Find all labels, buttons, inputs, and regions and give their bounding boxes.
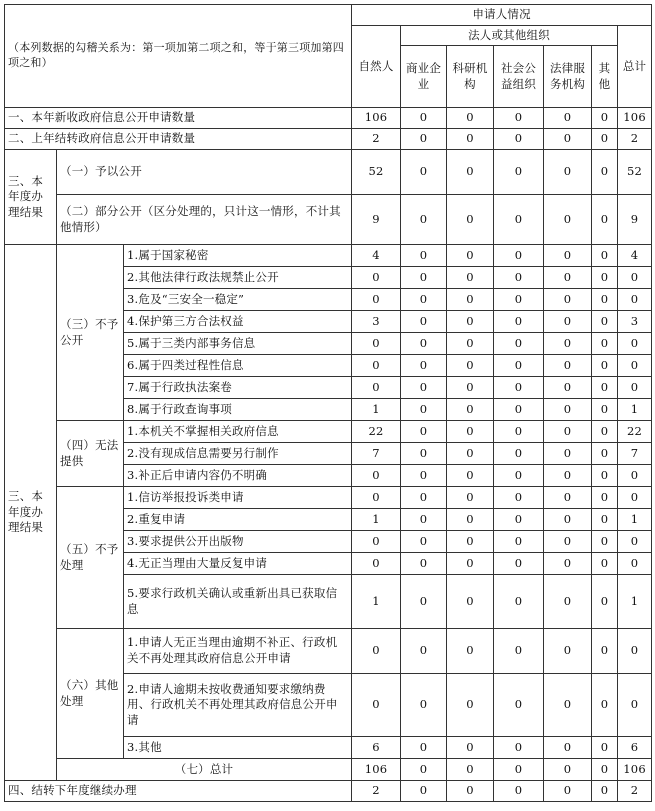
business-header: 商业企业	[401, 46, 447, 108]
table-row	[5, 487, 652, 509]
cell: 6	[618, 737, 652, 759]
cell: 0	[401, 333, 447, 355]
cell: 0	[544, 781, 592, 802]
cell: 0	[544, 377, 592, 399]
cell: 0	[494, 399, 544, 421]
cell: 106	[352, 108, 401, 129]
cell: 0	[401, 487, 447, 509]
cell: 1	[352, 509, 401, 531]
item-label: 5.要求行政机关确认或重新出具已获取信息	[124, 575, 352, 629]
cell: 0	[618, 629, 652, 674]
cell: 0	[401, 399, 447, 421]
table-row	[5, 629, 652, 674]
cell: 106	[352, 759, 401, 781]
cell: 0	[592, 465, 618, 487]
cell: 0	[592, 355, 618, 377]
cell: 0	[494, 531, 544, 553]
row-label: 一、本年新收政府信息公开申请数量	[5, 108, 352, 129]
natural-person-header: 自然人	[352, 26, 401, 108]
disclosure-statistics-table	[4, 4, 652, 802]
item-label: 4.保护第三方合法权益	[124, 311, 352, 333]
cell: 9	[618, 195, 652, 245]
cell: 0	[401, 553, 447, 575]
cell: 0	[544, 487, 592, 509]
cell: 0	[401, 311, 447, 333]
cell: 0	[401, 443, 447, 465]
cell: 0	[544, 509, 592, 531]
cell: 0	[618, 487, 652, 509]
cell: 0	[544, 311, 592, 333]
item-label: 1.申请人无正当理由逾期不补正、行政机关不再处理其政府信息公开申请	[124, 629, 352, 674]
cell: 0	[544, 421, 592, 443]
cell: 0	[494, 759, 544, 781]
cell: 0	[447, 487, 494, 509]
cell: 0	[592, 245, 618, 267]
cell: 0	[494, 289, 544, 311]
cell: 0	[592, 108, 618, 129]
item-label: 2.其他法律行政法规禁止公开	[124, 267, 352, 289]
item-label: 5.属于三类内部事务信息	[124, 333, 352, 355]
item-label: 3.危及“三安全一稳定”	[124, 289, 352, 311]
cell: 0	[401, 465, 447, 487]
cell: 0	[544, 355, 592, 377]
cell: 2	[618, 781, 652, 802]
cell: 0	[447, 674, 494, 737]
cell: 0	[494, 129, 544, 150]
cell: 0	[618, 674, 652, 737]
table-row	[5, 245, 652, 267]
cell: 0	[401, 759, 447, 781]
cell: 0	[447, 267, 494, 289]
row-label: （一）予以公开	[57, 150, 352, 195]
cell: 0	[544, 674, 592, 737]
cell: 0	[544, 108, 592, 129]
table-row	[5, 195, 652, 245]
cell: 0	[592, 421, 618, 443]
cell: 0	[447, 421, 494, 443]
cell: 0	[447, 759, 494, 781]
cell: 1	[618, 509, 652, 531]
cell: 0	[447, 781, 494, 802]
cell: 0	[618, 465, 652, 487]
cell: 0	[544, 267, 592, 289]
cell: 106	[618, 108, 652, 129]
cell: 0	[592, 399, 618, 421]
item-label: 1.本机关不掌握相关政府信息	[124, 421, 352, 443]
cell: 0	[592, 150, 618, 195]
cell: 0	[592, 575, 618, 629]
cell: 0	[618, 289, 652, 311]
cell: 0	[592, 195, 618, 245]
cell: 0	[352, 629, 401, 674]
cell: 3	[352, 311, 401, 333]
cell: 0	[544, 531, 592, 553]
total-header: 总计	[618, 26, 652, 108]
cell: 0	[592, 531, 618, 553]
cell: 0	[592, 487, 618, 509]
item-label: 1.信访举报投诉类申请	[124, 487, 352, 509]
cell: 0	[494, 487, 544, 509]
cell: 0	[401, 737, 447, 759]
cell: 0	[592, 781, 618, 802]
cell: 0	[401, 421, 447, 443]
cell: 0	[592, 509, 618, 531]
cell: 0	[352, 531, 401, 553]
table-row	[5, 421, 652, 443]
cell: 0	[352, 355, 401, 377]
cell: 0	[447, 629, 494, 674]
cell: 22	[618, 421, 652, 443]
cell: 0	[494, 575, 544, 629]
research-header: 科研机构	[447, 46, 494, 108]
cell: 0	[447, 150, 494, 195]
cell: 0	[544, 289, 592, 311]
cell: 0	[401, 195, 447, 245]
cell: 0	[494, 267, 544, 289]
item-label: 3.要求提供公开出版物	[124, 531, 352, 553]
cell: 1	[618, 399, 652, 421]
cell: 0	[592, 377, 618, 399]
cell: 0	[447, 531, 494, 553]
applicant-status-header: 申请人情况	[352, 5, 652, 26]
row-label: （二）部分公开（区分处理的，只计这一情形，不计其他情形）	[57, 195, 352, 245]
cell: 0	[352, 267, 401, 289]
other-header: 其他	[592, 46, 618, 108]
cell: 0	[494, 443, 544, 465]
cell: 0	[494, 355, 544, 377]
group-label: （四）无法提供	[57, 421, 124, 487]
cell: 0	[544, 575, 592, 629]
section-label: 三、本年度办理结果	[5, 245, 57, 781]
legal-service-header: 法律服务机构	[544, 46, 592, 108]
cell: 0	[618, 377, 652, 399]
cell: 1	[352, 575, 401, 629]
cell: 2	[352, 129, 401, 150]
table-row	[5, 781, 652, 802]
table-note: （本列数据的勾稽关系为：第一项加第二项之和，等于第三项加第四项之和）	[5, 5, 352, 108]
cell: 7	[352, 443, 401, 465]
item-label: 4.无正当理由大量反复申请	[124, 553, 352, 575]
cell: 0	[401, 245, 447, 267]
cell: 0	[447, 311, 494, 333]
cell: 0	[401, 129, 447, 150]
cell: 0	[447, 377, 494, 399]
group-label: （五）不予处理	[57, 487, 124, 629]
item-label: 3.其他	[124, 737, 352, 759]
cell: 0	[352, 553, 401, 575]
cell: 0	[401, 289, 447, 311]
table-row	[5, 759, 652, 781]
cell: 9	[352, 195, 401, 245]
row-label: （七）总计	[57, 759, 352, 781]
cell: 0	[447, 465, 494, 487]
cell: 0	[401, 531, 447, 553]
cell: 0	[401, 674, 447, 737]
cell: 0	[447, 333, 494, 355]
cell: 0	[494, 737, 544, 759]
group-label: （三）不予公开	[57, 245, 124, 421]
cell: 0	[592, 737, 618, 759]
row-label: 四、结转下年度继续办理	[5, 781, 352, 802]
item-label: 2.没有现成信息需要另行制作	[124, 443, 352, 465]
cell: 0	[401, 108, 447, 129]
cell: 0	[447, 509, 494, 531]
cell: 0	[352, 674, 401, 737]
cell: 0	[618, 531, 652, 553]
cell: 0	[494, 108, 544, 129]
cell: 22	[352, 421, 401, 443]
cell: 0	[352, 333, 401, 355]
cell: 0	[544, 629, 592, 674]
cell: 0	[494, 150, 544, 195]
cell: 0	[447, 108, 494, 129]
cell: 0	[447, 289, 494, 311]
cell: 0	[544, 737, 592, 759]
item-label: 6.属于四类过程性信息	[124, 355, 352, 377]
cell: 0	[494, 674, 544, 737]
cell: 0	[447, 553, 494, 575]
cell: 3	[618, 311, 652, 333]
cell: 0	[592, 553, 618, 575]
cell: 0	[494, 629, 544, 674]
legal-org-header: 法人或其他组织	[401, 26, 618, 46]
cell: 0	[401, 267, 447, 289]
cell: 0	[592, 267, 618, 289]
cell: 0	[494, 333, 544, 355]
cell: 0	[592, 129, 618, 150]
cell: 0	[544, 553, 592, 575]
cell: 1	[352, 399, 401, 421]
cell: 0	[447, 129, 494, 150]
cell: 0	[447, 195, 494, 245]
cell: 0	[494, 421, 544, 443]
cell: 0	[544, 129, 592, 150]
cell: 0	[544, 759, 592, 781]
cell: 0	[494, 311, 544, 333]
cell: 4	[352, 245, 401, 267]
table-row	[5, 108, 652, 129]
cell: 0	[592, 443, 618, 465]
item-label: 2.重复申请	[124, 509, 352, 531]
cell: 0	[352, 377, 401, 399]
cell: 0	[544, 150, 592, 195]
item-label: 2.申请人逾期未按收费通知要求缴纳费用、行政机关不再处理其政府信息公开申请	[124, 674, 352, 737]
cell: 2	[618, 129, 652, 150]
cell: 106	[618, 759, 652, 781]
cell: 0	[544, 443, 592, 465]
cell: 0	[352, 289, 401, 311]
cell: 0	[544, 245, 592, 267]
cell: 0	[494, 781, 544, 802]
cell: 0	[618, 355, 652, 377]
cell: 1	[618, 575, 652, 629]
cell: 0	[494, 377, 544, 399]
cell: 0	[592, 759, 618, 781]
cell: 6	[352, 737, 401, 759]
cell: 0	[494, 465, 544, 487]
cell: 0	[592, 674, 618, 737]
cell: 0	[401, 355, 447, 377]
group-label: （六）其他处理	[57, 629, 124, 759]
cell: 0	[401, 509, 447, 531]
cell: 0	[544, 333, 592, 355]
table-row	[5, 129, 652, 150]
cell: 0	[401, 575, 447, 629]
cell: 0	[494, 195, 544, 245]
row-label: 二、上年结转政府信息公开申请数量	[5, 129, 352, 150]
cell: 0	[352, 465, 401, 487]
cell: 0	[592, 629, 618, 674]
cell: 0	[401, 150, 447, 195]
cell: 0	[544, 195, 592, 245]
cell: 52	[352, 150, 401, 195]
cell: 0	[544, 465, 592, 487]
cell: 0	[618, 267, 652, 289]
cell: 7	[618, 443, 652, 465]
social-welfare-header: 社会公益组织	[494, 46, 544, 108]
cell: 0	[401, 377, 447, 399]
cell: 0	[447, 443, 494, 465]
cell: 0	[447, 399, 494, 421]
cell: 0	[618, 333, 652, 355]
cell: 0	[352, 487, 401, 509]
cell: 0	[401, 629, 447, 674]
cell: 2	[352, 781, 401, 802]
cell: 0	[447, 355, 494, 377]
item-label: 7.属于行政执法案卷	[124, 377, 352, 399]
cell: 0	[544, 399, 592, 421]
item-label: 8.属于行政查询事项	[124, 399, 352, 421]
cell: 0	[592, 311, 618, 333]
cell: 0	[618, 553, 652, 575]
table-row	[5, 150, 652, 195]
cell: 0	[401, 781, 447, 802]
cell: 0	[592, 333, 618, 355]
cell: 0	[494, 553, 544, 575]
cell: 4	[618, 245, 652, 267]
cell: 52	[618, 150, 652, 195]
section-label: 三、本年度办理结果	[5, 150, 57, 245]
cell: 0	[494, 245, 544, 267]
cell: 0	[447, 245, 494, 267]
item-label: 3.补正后申请内容仍不明确	[124, 465, 352, 487]
cell: 0	[447, 737, 494, 759]
cell: 0	[447, 575, 494, 629]
cell: 0	[494, 509, 544, 531]
cell: 0	[592, 289, 618, 311]
item-label: 1.属于国家秘密	[124, 245, 352, 267]
